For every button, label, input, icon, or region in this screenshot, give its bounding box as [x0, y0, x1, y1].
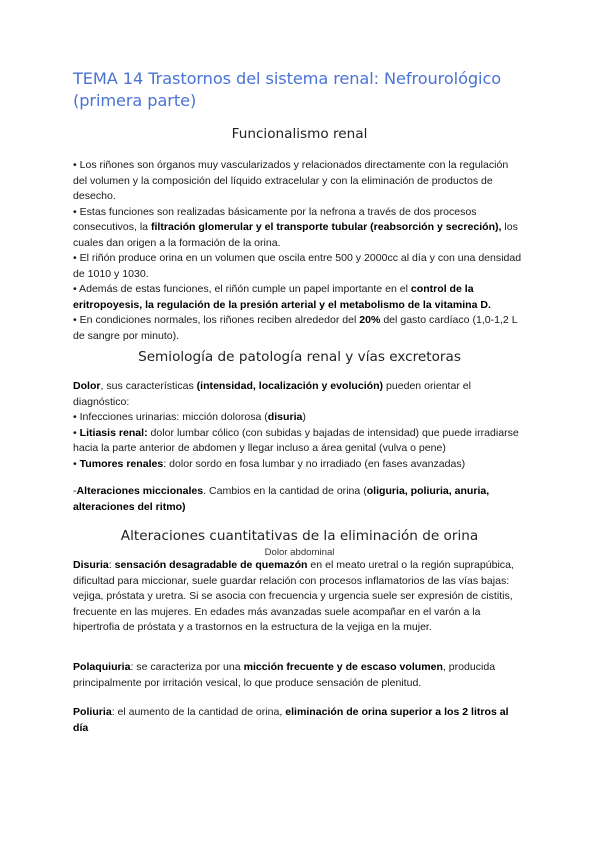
- section-heading-semiologia: Semiología de patología renal y vías excretoras: [138, 349, 461, 365]
- paragraph-funcionalismo: [73, 158, 523, 344]
- text-run: -: [73, 485, 77, 497]
- text-run: • Infecciones urinarias: micción dolorosa (: [73, 411, 268, 423]
- bold-text: filtración glomerular y el transporte tubular (reabsorción y secreción),: [150, 221, 502, 233]
- text-run: :: [108, 559, 115, 571]
- bold-text: Alteraciones miccionales: [76, 485, 204, 497]
- text-run: • El riñón produce orina en un volumen que oscila entre 500 y 2000cc al día y con una densidad de 1010 y 1030.: [73, 252, 522, 280]
- bold-text: control de la eritropoyesis, la regulación de la presión arterial y el metabolismo de la vitamina D.: [73, 283, 491, 311]
- text-run: • En condiciones normales, los riñones reciben alrededor del: [73, 314, 360, 326]
- bold-text: Polaquiuria: [73, 661, 131, 673]
- text-run: : el aumento de la cantidad de orina,: [111, 706, 286, 718]
- bold-text: (intensidad, localización y evolución): [196, 380, 384, 392]
- paragraph-dolor: [73, 379, 523, 472]
- text-run: •: [73, 426, 80, 439]
- text-run: . Cambios en la cantidad de orina (: [203, 485, 367, 497]
- text-run: • Estas funciones son realizadas básicamente por la nefrona a través de dos procesos consecutivos, la: [73, 205, 477, 233]
- image-caption: Dolor abdominal: [264, 547, 335, 558]
- bold-text: Litiasis renal:: [79, 426, 148, 439]
- paragraph-disuria: [73, 558, 523, 636]
- text-run: dolor lumbar cólico (con subidas y bajadas de intensidad) que puede irradiarse hacia la parte anterior de abdomen y llegar incluso a área genital (vulva o pene): [73, 426, 519, 454]
- text-run: ): [302, 411, 306, 423]
- bold-text: Disuria: [73, 559, 109, 571]
- bold-text: oliguria, poliuria, anuria, alteraciones del ritmo): [73, 485, 490, 513]
- document-title: TEMA 14 Trastornos del sistema renal: Nefrourológico (primera parte): [73, 69, 502, 110]
- text-run: pueden orientar el diagnóstico:: [73, 380, 472, 408]
- text-run: del gasto cardíaco (1,0-1,2 L de sangre por minuto).: [73, 314, 518, 342]
- paragraph-alteraciones-miccionales: [73, 484, 523, 515]
- section-heading-alteraciones-cuantitativas: Alteraciones cuantitativas de la eliminación de orina: [120, 528, 479, 544]
- text-run: : se caracteriza por una: [130, 661, 244, 673]
- text-run: • Además de estas funciones, el riñón cumple un papel importante en el: [73, 283, 411, 295]
- bold-text: Poliuria: [73, 706, 112, 718]
- bold-text: Tumores renales: [79, 457, 164, 470]
- bold-text: Dolor: [73, 380, 101, 392]
- bold-text: 20%: [359, 314, 381, 326]
- text-run: •: [73, 457, 80, 470]
- bold-text: eliminación de orina superior a los 2 litros al día: [73, 706, 509, 734]
- paragraph-polaquiuria: [73, 660, 523, 691]
- text-run: , sus características: [100, 380, 197, 392]
- text-run: : dolor sordo en fosa lumbar y no irradiado (en fases avanzadas): [163, 457, 466, 470]
- text-run: los cuales dan origen a la formación de la orina.: [73, 221, 518, 249]
- bold-text: sensación desagradable de quemazón: [114, 559, 308, 571]
- text-run: en el meato uretral o la región suprapúbica, dificultad para miccionar, suele guardar relación con procesos inflamatorios de las vías bajas: vejiga, próstata y uretra. Si se asocia con frecuencia y urgencia suele ser expresión de cistitis, frecuente en las mujeres. En edades más avanzadas suele acompañar en el varón a la hipertrofia de próstata y a trastornos en la estructura de la vejiga en la mujer.: [73, 559, 514, 633]
- section-heading-funcionalismo: Funcionalismo renal: [231, 126, 368, 142]
- bold-text: disuria: [267, 411, 303, 423]
- text-run: • Los riñones son órganos muy vascularizados y relacionados directamente con la regulación del volumen y la composición del líquido extracelular y con la eliminación de productos de desecho.: [73, 159, 509, 202]
- text-run: , producida principalmente por irritación vesical, lo que produce sensación de plenitud.: [73, 661, 496, 689]
- bold-text: micción frecuente y de escaso volumen: [243, 661, 443, 673]
- paragraph-poliuria: [73, 705, 523, 736]
